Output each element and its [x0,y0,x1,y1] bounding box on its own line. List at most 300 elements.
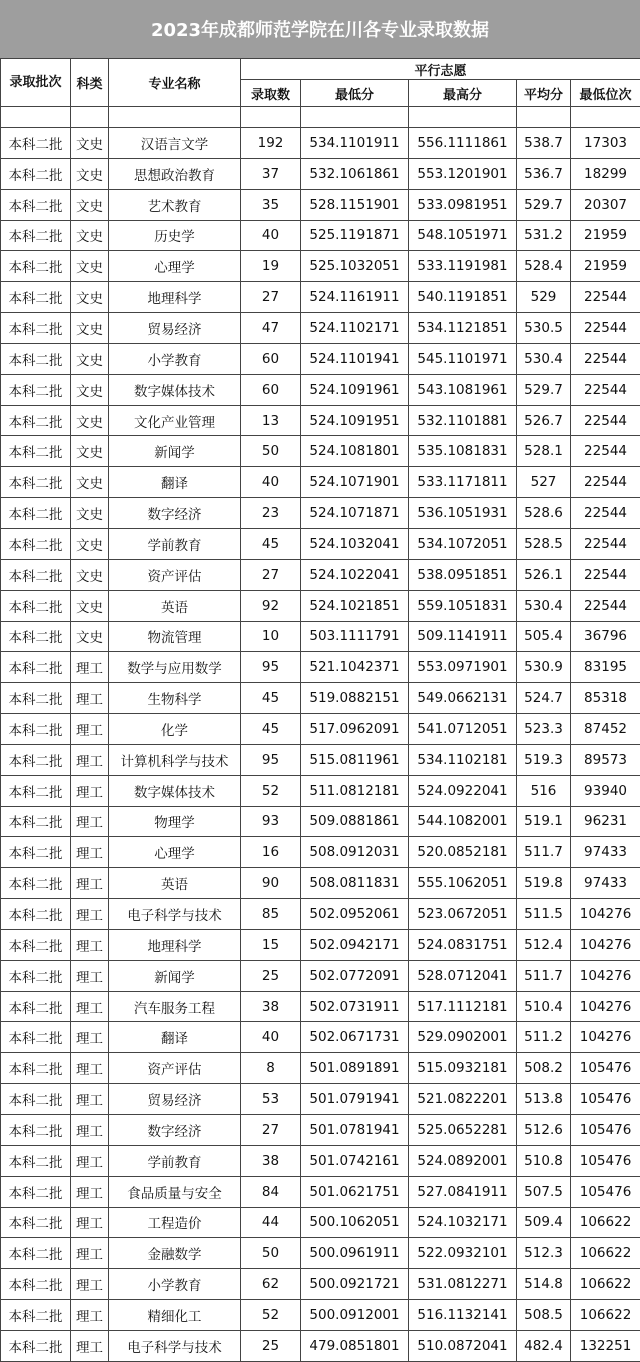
cell-min-rank: 89573 [571,744,640,775]
table-row [1,621,640,652]
cell-count: 52 [241,1300,301,1331]
cell-category: 文史 [71,251,109,282]
cell-major: 物理学 [109,806,241,837]
cell-max-score: 516.1132141 [409,1300,517,1331]
cell-min-rank: 105476 [571,1053,640,1084]
cell-batch: 本科二批 [1,744,71,775]
cell-batch: 本科二批 [1,158,71,189]
cell-category: 文史 [71,158,109,189]
cell-min-score: 509.0881861 [301,806,409,837]
cell-major: 小学教育 [109,343,241,374]
cell-major: 精细化工 [109,1300,241,1331]
cell-count: 192 [241,128,301,159]
cell-batch: 本科二批 [1,899,71,930]
header-parallel-group: 平行志愿 [241,59,640,80]
cell-category: 理工 [71,652,109,683]
cell-major: 心理学 [109,251,241,282]
cell-batch: 本科二批 [1,991,71,1022]
cell-batch: 本科二批 [1,1300,71,1331]
cell-category: 理工 [71,683,109,714]
cell-count: 60 [241,374,301,405]
cell-min-rank: 22544 [571,590,640,621]
cell-min-rank: 106622 [571,1300,640,1331]
cell-category: 文史 [71,498,109,529]
table-row [1,128,640,159]
cell-count: 44 [241,1207,301,1238]
cell-category: 文史 [71,559,109,590]
cell-min-score: 502.0772091 [301,960,409,991]
cell-batch: 本科二批 [1,282,71,313]
cell-major: 心理学 [109,837,241,868]
cell-max-score: 536.1051931 [409,498,517,529]
table-row [1,929,640,960]
cell-min-rank: 105476 [571,1115,640,1146]
cell-major: 电子科学与技术 [109,899,241,930]
cell-max-score: 510.0872041 [409,1330,517,1361]
cell-batch: 本科二批 [1,1084,71,1115]
cell-min-rank: 85318 [571,683,640,714]
table-row [1,1115,640,1146]
table-row [1,744,640,775]
cell-avg-score: 519.3 [517,744,571,775]
cell-min-rank: 96231 [571,806,640,837]
cell-count: 92 [241,590,301,621]
cell-category: 理工 [71,899,109,930]
cell-max-score: 509.1141911 [409,621,517,652]
cell-category: 理工 [71,1022,109,1053]
cell-count: 38 [241,1145,301,1176]
cell-min-score: 524.1071871 [301,498,409,529]
cell-count: 25 [241,1330,301,1361]
cell-min-score: 517.0962091 [301,714,409,745]
cell-avg-score: 528.6 [517,498,571,529]
cell-major: 电子科学与技术 [109,1330,241,1361]
table-row [1,960,640,991]
cell-avg-score: 512.4 [517,929,571,960]
table-row [1,528,640,559]
cell-category: 文史 [71,374,109,405]
table-row [1,991,640,1022]
cell-min-score: 508.0811831 [301,868,409,899]
cell-count: 45 [241,683,301,714]
cell-avg-score: 529.7 [517,374,571,405]
cell-min-score: 524.1021851 [301,590,409,621]
cell-max-score: 529.0902001 [409,1022,517,1053]
table-row [1,436,640,467]
cell-major: 文化产业管理 [109,405,241,436]
cell-category: 理工 [71,991,109,1022]
cell-max-score: 524.0922041 [409,775,517,806]
cell-min-score: 524.1102171 [301,313,409,344]
cell-min-rank: 22544 [571,313,640,344]
cell-major: 新闻学 [109,436,241,467]
cell-min-rank: 22544 [571,405,640,436]
cell-avg-score: 509.4 [517,1207,571,1238]
cell-max-score: 549.0662131 [409,683,517,714]
table-row [1,158,640,189]
cell-category: 理工 [71,929,109,960]
cell-major: 小学教育 [109,1269,241,1300]
cell-min-rank: 20307 [571,189,640,220]
cell-major: 化学 [109,714,241,745]
cell-major: 贸易经济 [109,313,241,344]
cell-batch: 本科二批 [1,1330,71,1361]
cell-min-rank: 106622 [571,1207,640,1238]
cell-max-score: 534.1121851 [409,313,517,344]
cell-max-score: 523.0672051 [409,899,517,930]
table-row [1,313,640,344]
cell-min-rank: 104276 [571,1022,640,1053]
cell-avg-score: 530.4 [517,343,571,374]
table-row [1,498,640,529]
cell-category: 文史 [71,621,109,652]
cell-min-score: 508.0912031 [301,837,409,868]
cell-min-score: 524.1161911 [301,282,409,313]
cell-avg-score: 507.5 [517,1176,571,1207]
cell-category: 理工 [71,1176,109,1207]
cell-min-score: 503.1111791 [301,621,409,652]
cell-max-score: 534.1102181 [409,744,517,775]
cell-max-score: 553.1201901 [409,158,517,189]
cell-category: 文史 [71,220,109,251]
cell-count: 84 [241,1176,301,1207]
cell-count: 27 [241,1115,301,1146]
cell-major: 贸易经济 [109,1084,241,1115]
cell-min-score: 479.0851801 [301,1330,409,1361]
cell-batch: 本科二批 [1,1145,71,1176]
cell-count: 16 [241,837,301,868]
cell-max-score: 553.0971901 [409,652,517,683]
cell-major: 历史学 [109,220,241,251]
table-row [1,714,640,745]
cell-major: 英语 [109,590,241,621]
cell-count: 27 [241,282,301,313]
cell-min-score: 501.0742161 [301,1145,409,1176]
cell-min-rank: 22544 [571,528,640,559]
cell-min-rank: 22544 [571,436,640,467]
cell-major: 地理科学 [109,929,241,960]
table-row [1,251,640,282]
cell-avg-score: 512.3 [517,1238,571,1269]
cell-min-score: 501.0891891 [301,1053,409,1084]
page-title: 2023年成都师范学院在川各专业录取数据 [0,0,640,59]
header-min-rank: 最低位次 [571,80,640,107]
cell-min-score: 500.0961911 [301,1238,409,1269]
cell-category: 理工 [71,1269,109,1300]
table-row [1,1300,640,1331]
cell-min-score: 500.0921721 [301,1269,409,1300]
cell-major: 英语 [109,868,241,899]
cell-avg-score: 482.4 [517,1330,571,1361]
cell-min-rank: 22544 [571,559,640,590]
cell-count: 90 [241,868,301,899]
cell-batch: 本科二批 [1,1115,71,1146]
cell-count: 23 [241,498,301,529]
cell-category: 理工 [71,1084,109,1115]
cell-avg-score: 527 [517,467,571,498]
cell-max-score: 524.0831751 [409,929,517,960]
cell-batch: 本科二批 [1,960,71,991]
cell-avg-score: 519.1 [517,806,571,837]
cell-count: 13 [241,405,301,436]
header-avg-score: 平均分 [517,80,571,107]
cell-min-score: 502.0952061 [301,899,409,930]
cell-batch: 本科二批 [1,1269,71,1300]
cell-count: 95 [241,652,301,683]
cell-min-rank: 22544 [571,498,640,529]
table-row [1,1053,640,1084]
cell-batch: 本科二批 [1,714,71,745]
cell-category: 文史 [71,528,109,559]
cell-min-score: 524.1022041 [301,559,409,590]
cell-batch: 本科二批 [1,621,71,652]
cell-count: 62 [241,1269,301,1300]
cell-min-score: 501.0781941 [301,1115,409,1146]
cell-max-score: 521.0822201 [409,1084,517,1115]
cell-major: 地理科学 [109,282,241,313]
cell-min-rank: 21959 [571,220,640,251]
cell-count: 38 [241,991,301,1022]
cell-min-rank: 105476 [571,1176,640,1207]
table-row [1,1145,640,1176]
cell-major: 学前教育 [109,1145,241,1176]
table-row [1,837,640,868]
cell-batch: 本科二批 [1,343,71,374]
cell-avg-score: 513.8 [517,1084,571,1115]
cell-avg-score: 508.2 [517,1053,571,1084]
cell-batch: 本科二批 [1,806,71,837]
header-batch: 录取批次 [1,59,71,107]
cell-category: 理工 [71,1300,109,1331]
cell-batch: 本科二批 [1,1238,71,1269]
cell-batch: 本科二批 [1,436,71,467]
cell-avg-score: 510.4 [517,991,571,1022]
admission-table [0,58,640,1362]
cell-batch: 本科二批 [1,1207,71,1238]
cell-major: 食品质量与安全 [109,1176,241,1207]
cell-count: 50 [241,436,301,467]
cell-max-score: 533.1171811 [409,467,517,498]
cell-max-score: 515.0932181 [409,1053,517,1084]
cell-avg-score: 523.3 [517,714,571,745]
cell-avg-score: 524.7 [517,683,571,714]
cell-avg-score: 512.6 [517,1115,571,1146]
cell-min-rank: 22544 [571,374,640,405]
table-row [1,775,640,806]
cell-category: 理工 [71,775,109,806]
cell-batch: 本科二批 [1,374,71,405]
cell-max-score: 533.1191981 [409,251,517,282]
cell-category: 文史 [71,282,109,313]
cell-min-score: 524.1071901 [301,467,409,498]
cell-min-score: 532.1061861 [301,158,409,189]
cell-count: 45 [241,714,301,745]
cell-batch: 本科二批 [1,652,71,683]
cell-count: 50 [241,1238,301,1269]
cell-min-rank: 22544 [571,343,640,374]
cell-major: 计算机科学与技术 [109,744,241,775]
cell-avg-score: 530.4 [517,590,571,621]
cell-category: 理工 [71,837,109,868]
cell-min-score: 500.0912001 [301,1300,409,1331]
cell-max-score: 524.0892001 [409,1145,517,1176]
cell-max-score: 556.1111861 [409,128,517,159]
cell-avg-score: 516 [517,775,571,806]
header-max-score: 最高分 [409,80,517,107]
cell-max-score: 543.1081961 [409,374,517,405]
table-row [1,343,640,374]
cell-min-rank: 104276 [571,899,640,930]
cell-category: 理工 [71,1053,109,1084]
cell-min-rank: 106622 [571,1238,640,1269]
cell-batch: 本科二批 [1,1053,71,1084]
table-row [1,652,640,683]
header-category: 科类 [71,59,109,107]
cell-max-score: 559.1051831 [409,590,517,621]
cell-min-rank: 106622 [571,1269,640,1300]
cell-avg-score: 511.2 [517,1022,571,1053]
table-row [1,1330,640,1361]
cell-count: 10 [241,621,301,652]
cell-min-rank: 97433 [571,837,640,868]
table-row [1,1022,640,1053]
cell-batch: 本科二批 [1,405,71,436]
cell-batch: 本科二批 [1,528,71,559]
cell-count: 37 [241,158,301,189]
cell-major: 资产评估 [109,1053,241,1084]
cell-min-score: 502.0671731 [301,1022,409,1053]
cell-batch: 本科二批 [1,929,71,960]
cell-count: 27 [241,559,301,590]
spacer-row [1,107,640,128]
cell-count: 40 [241,467,301,498]
cell-max-score: 533.0981951 [409,189,517,220]
cell-count: 40 [241,220,301,251]
cell-major: 翻译 [109,1022,241,1053]
cell-max-score: 534.1072051 [409,528,517,559]
cell-category: 理工 [71,1207,109,1238]
cell-category: 理工 [71,868,109,899]
cell-count: 45 [241,528,301,559]
cell-major: 金融数学 [109,1238,241,1269]
cell-batch: 本科二批 [1,837,71,868]
cell-batch: 本科二批 [1,559,71,590]
cell-count: 95 [241,744,301,775]
table-row [1,899,640,930]
cell-max-score: 517.1112181 [409,991,517,1022]
cell-min-score: 528.1151901 [301,189,409,220]
cell-max-score: 525.0652281 [409,1115,517,1146]
cell-max-score: 555.1062051 [409,868,517,899]
cell-major: 思想政治教育 [109,158,241,189]
cell-category: 理工 [71,806,109,837]
cell-major: 艺术教育 [109,189,241,220]
cell-min-rank: 18299 [571,158,640,189]
cell-max-score: 538.0951851 [409,559,517,590]
cell-max-score: 524.1032171 [409,1207,517,1238]
header-count: 录取数 [241,80,301,107]
cell-avg-score: 511.5 [517,899,571,930]
cell-min-score: 501.0621751 [301,1176,409,1207]
cell-major: 数字经济 [109,498,241,529]
cell-avg-score: 508.5 [517,1300,571,1331]
cell-min-rank: 17303 [571,128,640,159]
table-row [1,282,640,313]
cell-count: 8 [241,1053,301,1084]
cell-batch: 本科二批 [1,467,71,498]
cell-max-score: 544.1082001 [409,806,517,837]
cell-min-score: 524.1101941 [301,343,409,374]
cell-major: 工程造价 [109,1207,241,1238]
table-row [1,559,640,590]
cell-min-rank: 104276 [571,991,640,1022]
cell-batch: 本科二批 [1,189,71,220]
cell-count: 60 [241,343,301,374]
cell-batch: 本科二批 [1,313,71,344]
table-row [1,1238,640,1269]
cell-avg-score: 536.7 [517,158,571,189]
cell-major: 生物科学 [109,683,241,714]
cell-min-score: 502.0731911 [301,991,409,1022]
cell-min-rank: 104276 [571,929,640,960]
cell-max-score: 540.1191851 [409,282,517,313]
header-major: 专业名称 [109,59,241,107]
cell-category: 理工 [71,960,109,991]
table-row [1,1084,640,1115]
cell-category: 文史 [71,189,109,220]
cell-min-rank: 105476 [571,1084,640,1115]
cell-batch: 本科二批 [1,1022,71,1053]
cell-batch: 本科二批 [1,1176,71,1207]
cell-count: 25 [241,960,301,991]
cell-count: 47 [241,313,301,344]
cell-min-score: 500.1062051 [301,1207,409,1238]
cell-count: 19 [241,251,301,282]
cell-min-score: 502.0942171 [301,929,409,960]
cell-avg-score: 529 [517,282,571,313]
table-row [1,374,640,405]
cell-avg-score: 514.8 [517,1269,571,1300]
cell-max-score: 535.1081831 [409,436,517,467]
cell-min-rank: 22544 [571,467,640,498]
table-row [1,1176,640,1207]
cell-category: 理工 [71,1145,109,1176]
cell-min-rank: 93940 [571,775,640,806]
cell-min-score: 524.1081801 [301,436,409,467]
table-row [1,806,640,837]
cell-min-rank: 104276 [571,960,640,991]
cell-count: 93 [241,806,301,837]
cell-min-score: 521.1042371 [301,652,409,683]
table-row [1,683,640,714]
header-min-score: 最低分 [301,80,409,107]
cell-min-score: 525.1032051 [301,251,409,282]
cell-avg-score: 528.5 [517,528,571,559]
cell-count: 40 [241,1022,301,1053]
cell-min-score: 534.1101911 [301,128,409,159]
cell-count: 15 [241,929,301,960]
cell-avg-score: 519.8 [517,868,571,899]
cell-max-score: 520.0852181 [409,837,517,868]
cell-category: 文史 [71,467,109,498]
cell-avg-score: 511.7 [517,960,571,991]
table-row [1,189,640,220]
cell-max-score: 528.0712041 [409,960,517,991]
cell-category: 文史 [71,590,109,621]
cell-major: 学前教育 [109,528,241,559]
cell-category: 理工 [71,1330,109,1361]
cell-major: 翻译 [109,467,241,498]
